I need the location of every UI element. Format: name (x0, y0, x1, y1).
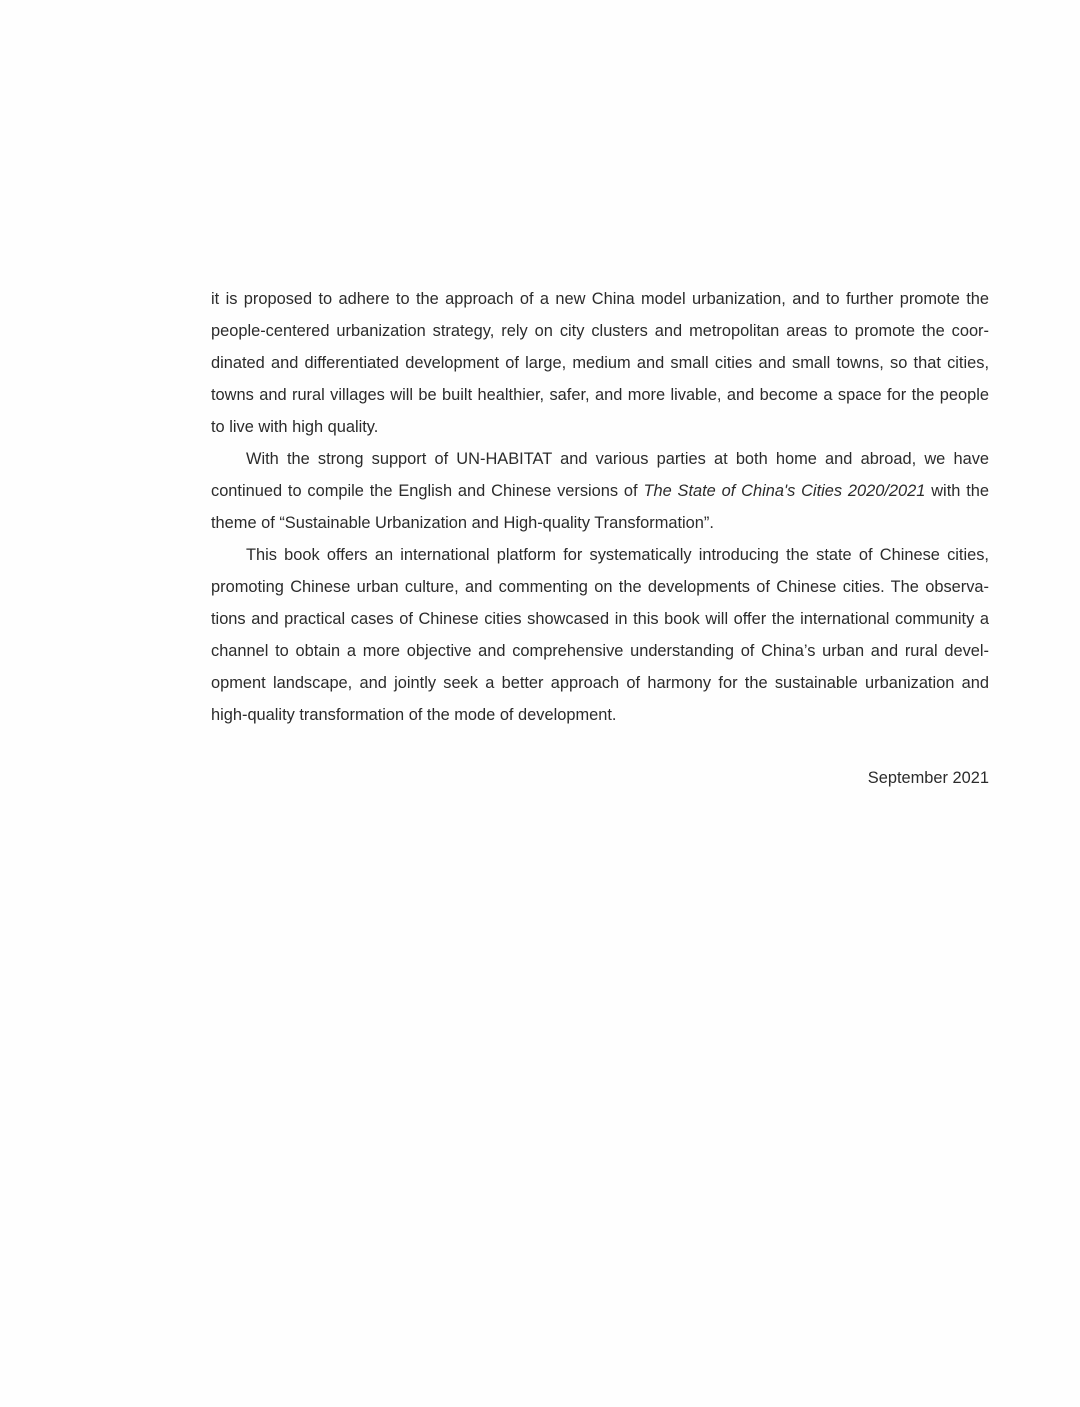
date-line: September 2021 (867, 769, 989, 787)
paragraph-support-text-end: with the theme of “Sustainable Urbanization and High-quality Transformation”. (211, 482, 989, 532)
book-title: The State of China's Cities 2020/2021 (643, 482, 926, 500)
body-text (211, 283, 989, 731)
paragraph-support-text-start: With the strong support of UN-HABITAT and various parties at both home and abroad, we have continued to compile the English and Chinese versions of (211, 450, 989, 500)
paragraph-continued: it is proposed to adhere to the approach of a new China model urbanization, and to further promote the people-centered urbanization strategy, rely on city clusters and metropolitan areas to promote the coordinated and differentiated development of large, medium and small cities and small towns, so that cities, towns and rural villages will be built healthier, safer, and more livable, and become a space for the people to live with high quality. (211, 290, 989, 436)
paragraph-support (211, 443, 989, 539)
paragraph-platform: This book offers an international platform for systematically introducing the state of Chinese cities, promoting Chinese urban culture, and commenting on the developments of Chinese cities. The observations and practical cases of Chinese cities showcased in this book will offer the international community a channel to obtain a more objective and comprehensive understanding of China’s urban and rural development landscape, and jointly seek a better approach of harmony for the sustainable urbanization and high-quality transformation of the mode of development. (211, 546, 989, 724)
